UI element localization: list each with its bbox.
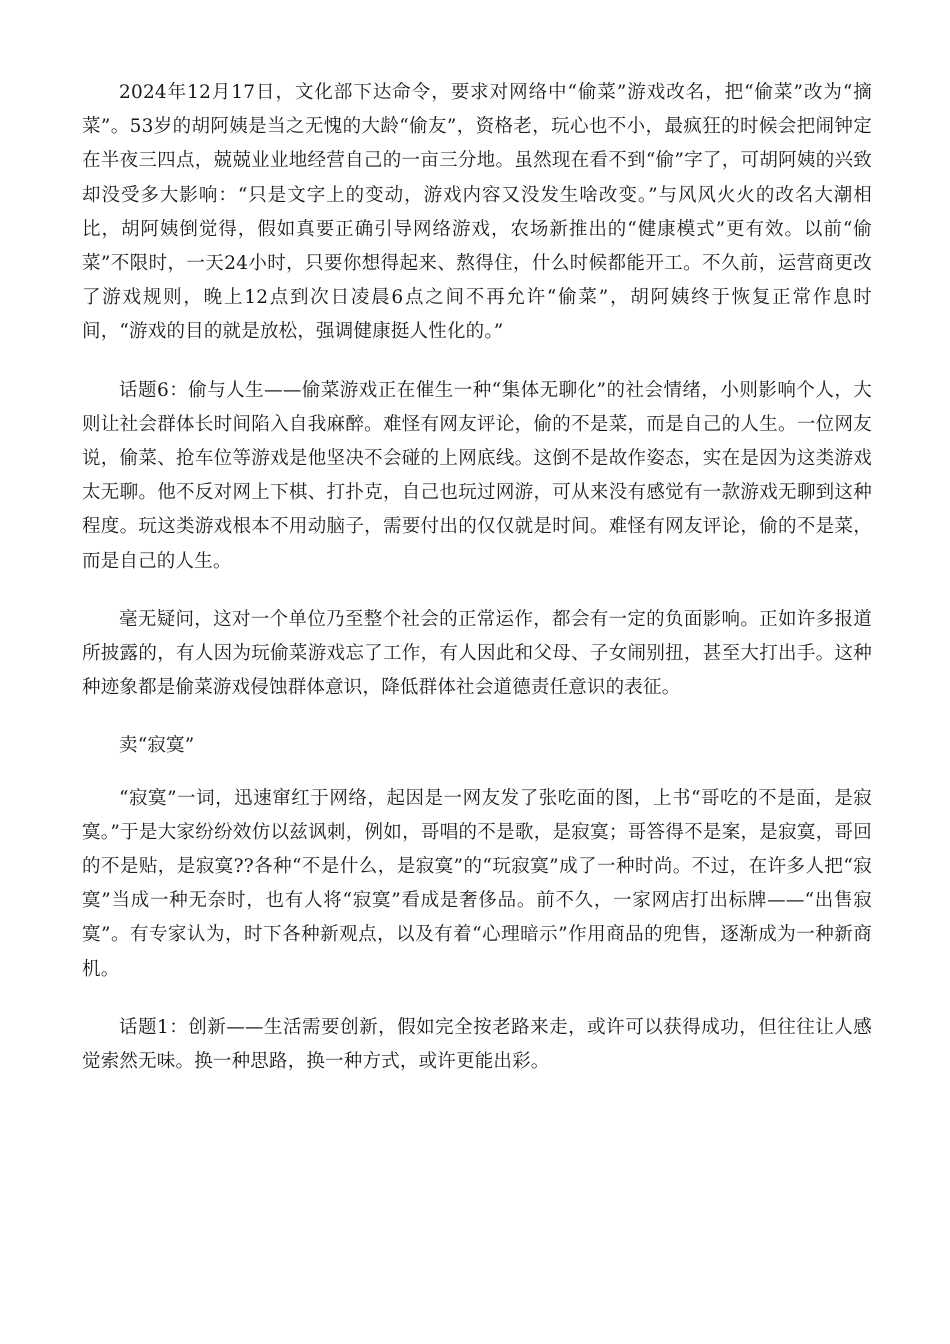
paragraph-4: “寂寞”一词，迅速窜红于网络，起因是一网友发了张吃面的图，上书“哥吃的不是面，是寂寞。”于是大家纷纷效仿以兹讽刺，例如，哥唱的不是歌，是寂寞；哥答得不是案，是寂寞，哥回的不是贴，是寂寞??各种“不是什么，是寂寞”的“玩寂寞”成了一种时尚。不过，在许多人把“寂寞”当成一种无奈时，也有人将“寂寞”看成是奢侈品。前不久，一家网店打出标牌——“出售寂寞”。有专家认为，时下各种新观点，以及有着“心理暗示”作用商品的兜售，逐渐成为一种新商机。 — [82, 787, 872, 980]
document-page — [82, 76, 872, 1103]
paragraph-3: 毫无疑问，这对一个单位乃至整个社会的正常运作，都会有一定的负面影响。正如许多报道所披露的，有人因为玩偷菜游戏忘了工作，有人因此和父母、子女闹别扭，甚至大打出手。这种种迹象都是偷菜游戏侵蚀群体意识，降低群体社会道德责任意识的表征。 — [82, 608, 872, 699]
paragraph-1: 2024年12月17日，文化部下达命令，要求对网络中“偷菜”游戏改名，把“偷菜”改为“摘菜”。53岁的胡阿姨是当之无愧的大龄“偷友”，资格老，玩心也不小，最疯狂的时候会把闹钟定在半夜三四点，兢兢业业地经营自己的一亩三分地。虽然现在看不到“偷”字了，可胡阿姨的兴致却没受多大影响：“只是文字上的变动，游戏内容又没发生啥改变。”与风风火火的改名大潮相比，胡阿姨倒觉得，假如真要正确引导网络游戏，农场新推出的“健康模式”更有效。以前“偷菜”不限时，一天24小时，只要你想得起来、熬得住，什么时候都能开工。不久前，运营商更改了游戏规则，晚上12点到次日凌晨6点之间不再允许“偷菜”，胡阿姨终于恢复正常作息时间，“游戏的目的就是放松，强调健康挺人性化的。” — [82, 82, 872, 343]
paragraph-2: 话题6：偷与人生——偷菜游戏正在催生一种“集体无聊化”的社会情绪，小则影响个人，大则让社会群体长时间陷入自我麻醉。难怪有网友评论，偷的不是菜，而是自己的人生。一位网友说，偷菜、抢车位等游戏是他坚决不会碰的上网底线。这倒不是故作姿态，实在是因为这类游戏太无聊。他不反对网上下棋、打扑克，自己也玩过网游，可从来没有感觉有一款游戏无聊到这种程度。玩这类游戏根本不用动脑子，需要付出的仅仅就是时间。难怪有网友评论，偷的不是菜，而是自己的人生。 — [82, 379, 872, 572]
paragraph-5: 话题1：创新——生活需要创新，假如完全按老路来走，或许可以获得成功，但往往让人感觉索然无味。换一种思路，换一种方式，或许更能出彩。 — [82, 1016, 872, 1073]
section-heading: 卖“寂寞” — [119, 735, 195, 757]
